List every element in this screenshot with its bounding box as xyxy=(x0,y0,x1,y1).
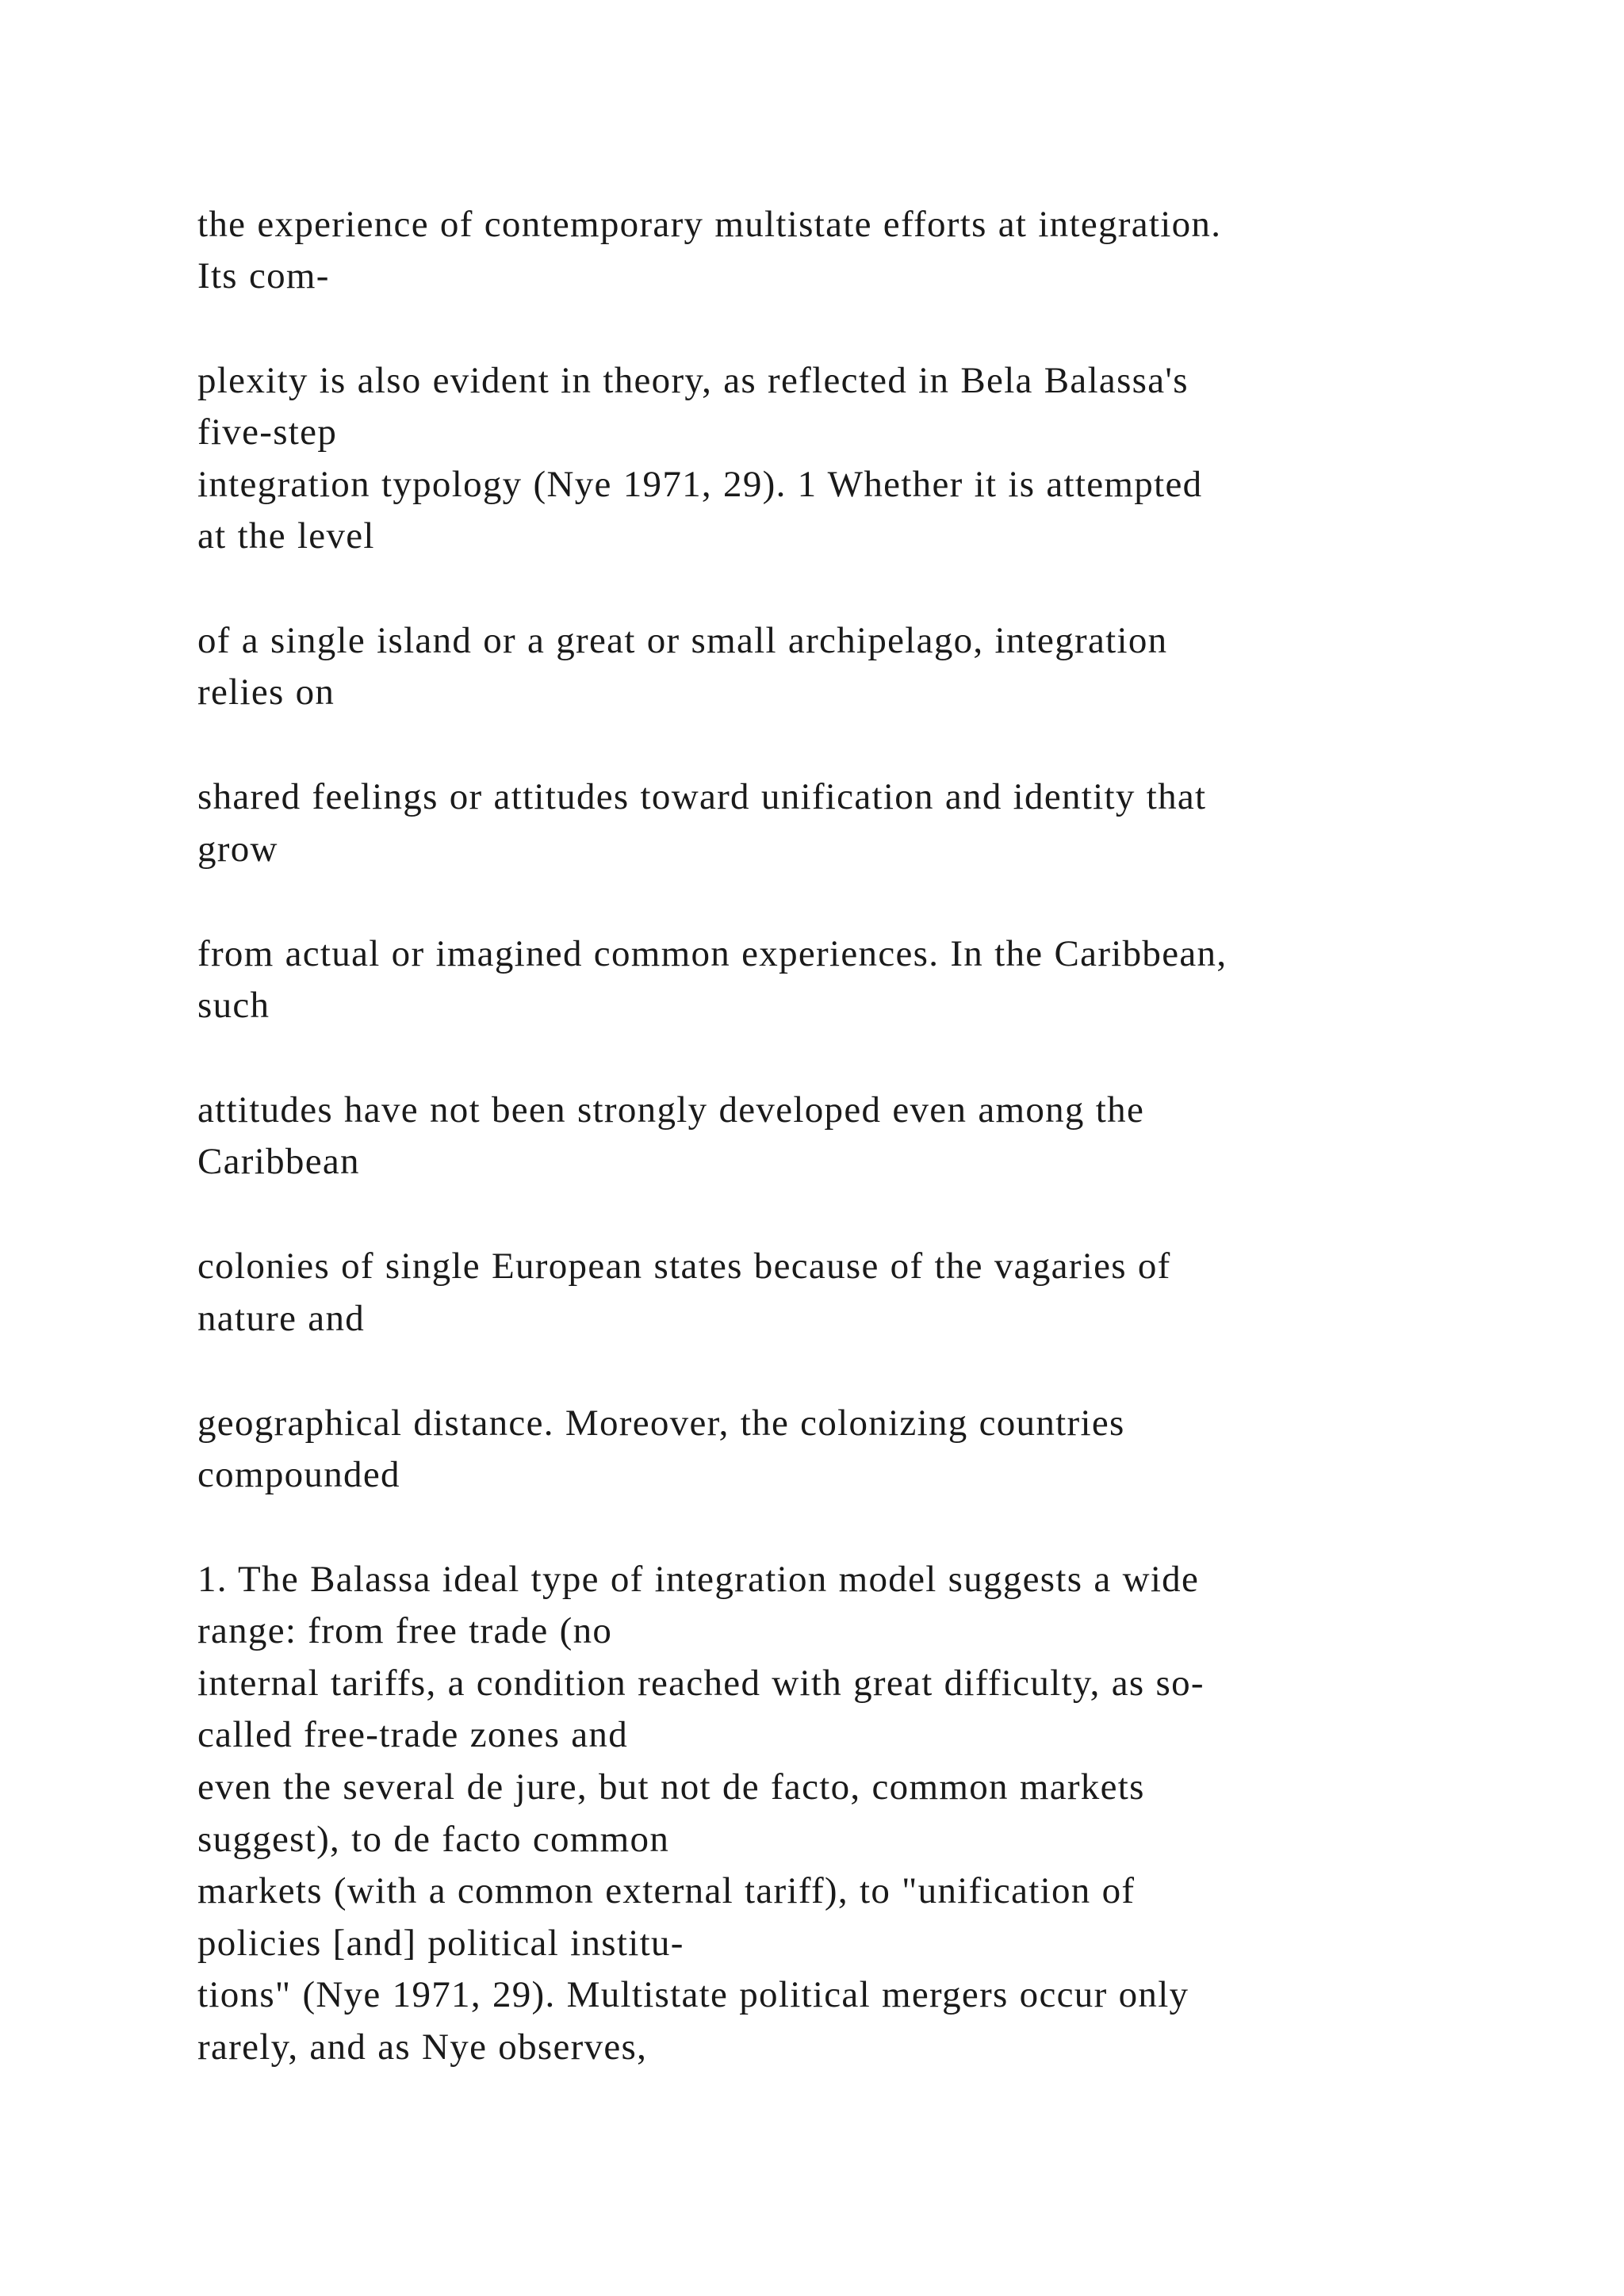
body-line: shared feelings or attitudes toward unification and identity that xyxy=(197,776,1207,817)
footnote-line: 1. The Balassa ideal type of integration model suggests a wide xyxy=(197,1559,1200,1600)
body-line: at the level xyxy=(197,515,375,557)
body-line: compounded xyxy=(197,1454,400,1495)
footnote-line: range: from free trade (no xyxy=(197,1610,613,1651)
footnote-line: markets (with a common external tariff), to "unification of xyxy=(197,1870,1136,1911)
footnote-line: suggest), to de facto common xyxy=(197,1819,670,1860)
body-line: grow xyxy=(197,828,278,870)
footnote-line: called free-trade zones and xyxy=(197,1714,629,1755)
body-line: Its com- xyxy=(197,255,330,297)
footnote-line: policies [and] political institu- xyxy=(197,1923,684,1964)
body-line: relies on xyxy=(197,672,335,713)
body-line: attitudes have not been strongly developed even among the xyxy=(197,1089,1145,1131)
body-line: plexity is also evident in theory, as reflected in Bela Balassa's xyxy=(197,360,1189,401)
body-line: such xyxy=(197,985,270,1026)
body-line: geographical distance. Moreover, the colonizing countries xyxy=(197,1402,1125,1444)
body-line: nature and xyxy=(197,1298,366,1339)
body-line: Caribbean xyxy=(197,1141,360,1182)
body-line: of a single island or a great or small archipelago, integration xyxy=(197,620,1168,661)
footnote-line: rarely, and as Nye observes, xyxy=(197,2026,648,2068)
footnote-line: internal tariffs, a condition reached with great difficulty, as so- xyxy=(197,1663,1205,1704)
body-line: integration typology (Nye 1971, 29). 1 Whether it is attempted xyxy=(197,464,1203,505)
footnote-line: tions" (Nye 1971, 29). Multistate political mergers occur only xyxy=(197,1974,1189,2015)
body-line: the experience of contemporary multistate efforts at integration. xyxy=(197,204,1222,245)
footnote-line: even the several de jure, but not de facto, common markets xyxy=(197,1766,1145,1808)
body-line: colonies of single European states because of the vagaries of xyxy=(197,1246,1171,1287)
body-line: five-step xyxy=(197,411,338,453)
body-line: from actual or imagined common experiences. In the Caribbean, xyxy=(197,933,1228,974)
